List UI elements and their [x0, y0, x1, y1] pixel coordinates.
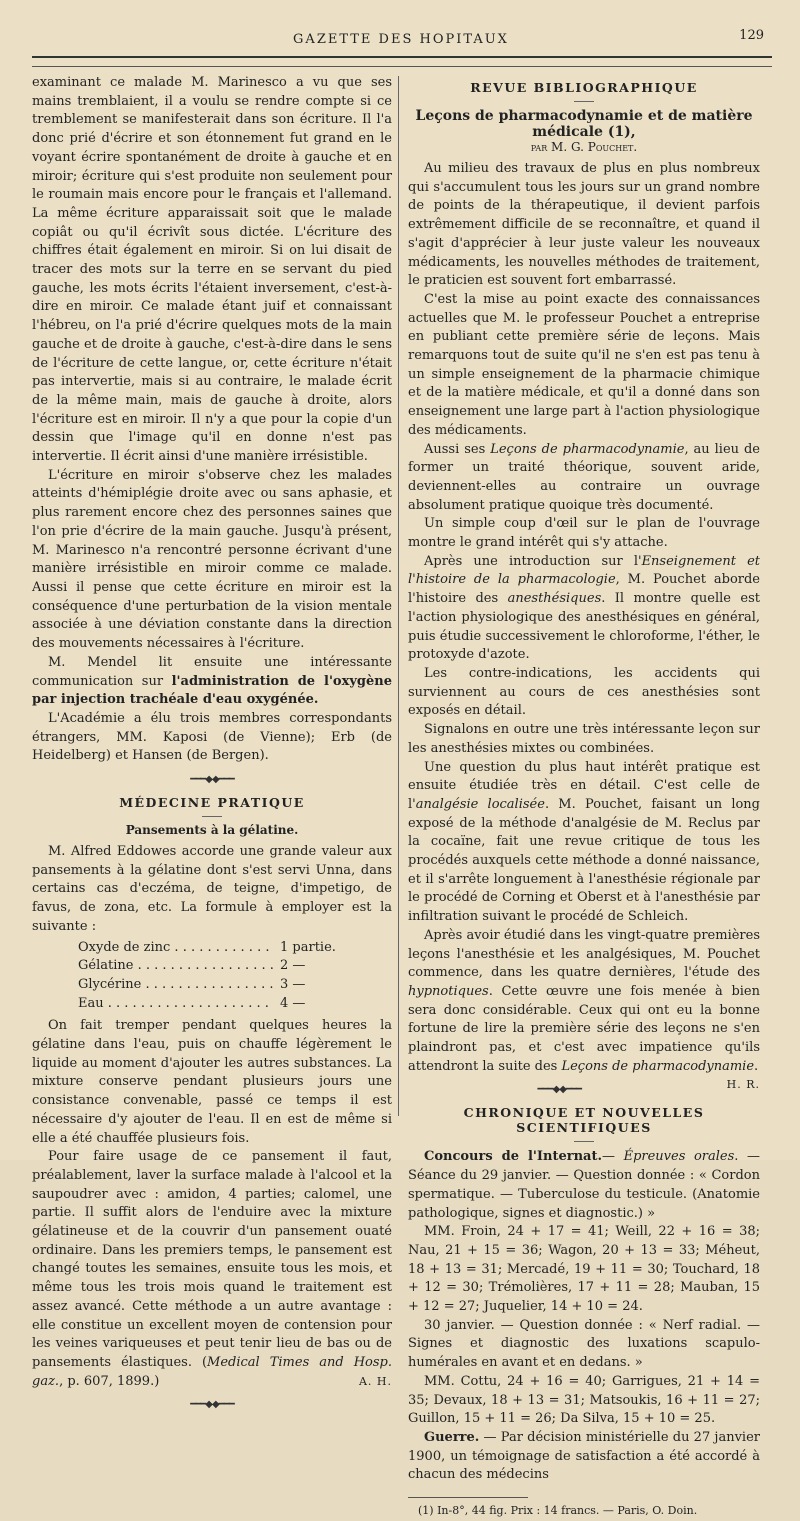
formula-row — [78, 976, 348, 995]
page-number: 129 — [739, 28, 764, 43]
subsection-title: Pansements à la gélatine. — [125, 823, 299, 838]
text: . M. Pouchet, faisant un long exposé de la méthode d'analgésie de M. Reclus par la cocaïne, fait une revue critique de tous les procédés auxquels cette méthode a donné naissance, et il s'arrête longuement à l'anesthésie régionale par le procédé de Corning et Oberst et à l'anesthésie par infiltration suivant le procédé de Schleich. — [408, 796, 760, 925]
formula — [78, 939, 392, 1014]
text: . — Séance du 29 janvier. — Question donnée : « Cordon spermatique. — Tuberculose du testicule. (Anatomie pathologique, signes et diagnostic.) » — [408, 1149, 760, 1221]
citation: Medical Times and Hosp. gaz. — [32, 1355, 393, 1389]
paragraph: Signalons en outre une très intéressante leçon sur les anesthésies mixtes ou combinées. — [408, 722, 760, 756]
ingredient: Oxyde de zinc . . . — [78, 939, 274, 958]
paragraph: C'est la mise au point exacte des connaissances actuelles que M. le professeur Pouchet a entreprise en publiant cette première série de leçons. Mais remarquons tout de suite qu'il ne s'en est pas tenu à un simple enseignement de la pharmacie chimique et de la matière médicale, et qu'il a donné dans son enseignement une large part à l'action physiologique des médicaments. — [408, 291, 760, 438]
footnote-rule — [408, 1497, 528, 1498]
paragraph: Un simple coup d'œil sur le plan de l'ouvrage montre le grand intérêt qui s'y attache. — [408, 516, 760, 551]
text: , au lieu de former un traité théorique, souvent aride, deviennent-elles au contraire un ouvrage absolument pratique quoique très documenté. — [408, 441, 760, 513]
byline: par M. G. Pouchet. — [530, 140, 638, 154]
paragraph — [408, 759, 760, 927]
text: M. Mendel lit ensuite une intéressante communication sur — [32, 654, 392, 689]
text: — Par décision ministérielle du 27 janvier 1900, un témoignage de satisfaction a été accordé à chacun des médecins — [408, 1430, 760, 1483]
paragraph: examinant ce malade M. Marinesco a vu que ses mains tremblaient, il a voulu se rendre compte si ce tremblement se manifesterait dans son écriture. Il l'a donc prié d'écrire et son étonnement fut grand en le voyant écrire spontanément de droite à gauche et en miroir; écriture qui s'est produite non seulement pour le roumain mais encore pour le français et l'allemand. La même écriture apparaissait soit que le malade copiât ou qu'il écrivît sous dictée. L'écriture des chiffres était également en miroir. Si on lui disait de tracer des mots sur la terre en se servant du pied gauche, les mots écrits l'étaient inversement, c'est-à-dire en miroir. Ce malade étant juif et connaissant l'hébreu, on l'a prié d'écrire quelques mots de la main gauche et de droite à gauche, c'est-à-dire dans le sens de l'écriture de cette langue, or, cette écriture n'était pas intervertie, mais si au contraire, le malade écrit de la même main, mais de gauche à droite, alors l'écriture est en miroir. Il n'y a que pour la copie d'un dessin que l'image qu'il en donne n'est pas intervertie. Il écrit ainsi d'une manière irrésistible. — [32, 75, 392, 465]
bold-text: Concours de l'Internat. — [424, 1149, 602, 1165]
paragraph: L'Académie a élu trois membres correspondants étrangers, MM. Kaposi (de Vienne); Erb (de Heidelberg) et Hansen (de Bergen). — [32, 710, 392, 764]
header-rule-thin — [32, 66, 772, 67]
page-header — [30, 28, 772, 50]
text: , M. Pouchet aborde l'histoire des — [408, 572, 760, 607]
text: Pour faire usage de ce pansement il faut, préalablement, laver la surface malade à l'alcool et la saupoudrer avec : amidon, 4 parties; calomel, une partie. Il suffit alors de l'enduire avec la mixture gélatineuse et de la couvrir d'un pansement ouaté ordinaire. Dans les premiers temps, le pansement est changé toutes les semaines, ensuite tous les mois, et même tous les trois mois quand le traitement est assez avancé. Cette méthode a un autre avantage : elle constitue un excellent moyen de contension pour les veines variqueuses et peut tenir lieu de bas ou de pansements élastiques. ( — [32, 1149, 392, 1370]
paragraph: M. Alfred Eddowes accorde une grande valeur aux pansements à la gélatine dont s'est servi Unna, dans certains cas d'eczéma, de teigne, d'impetigo, de favus, de zona, etc. La formule à employer est la suivante : — [32, 844, 392, 934]
paragraph — [32, 654, 392, 710]
quantity: 1 partie. — [274, 939, 348, 958]
short-rule — [574, 101, 594, 102]
text: Aussi ses — [424, 441, 491, 457]
ornament-divider: ━━━◆◆━━━ — [190, 774, 234, 786]
ingredient: Gélatine . . . — [78, 957, 274, 976]
footnote: (1) In-8°, 44 fig. Prix : 14 francs. — Paris, O. Doin. — [418, 1504, 698, 1518]
bold-text: Guerre. — [424, 1430, 480, 1445]
text: — — [601, 1149, 624, 1165]
bold-text: l'administration de l'oxygène par injection trachéale d'eau oxygénée. — [32, 673, 392, 708]
text: , p. 607, 1899.) — [59, 1373, 160, 1389]
author-initials: A. H. — [358, 1374, 392, 1388]
paragraph — [408, 1429, 760, 1485]
ingredient: Eau . . . — [78, 995, 274, 1014]
ornament-divider: ━━━◆◆━━━ — [537, 1084, 582, 1096]
header-rule — [32, 56, 772, 58]
paragraph: 30 janvier. — Question donnée : « Nerf radial. — Signes et diagnostic des luxations scapulo-humérales en avant et en dedans. » — [408, 1317, 760, 1371]
section-title: MÉDECINE PRATIQUE — [119, 795, 305, 811]
right-column — [408, 74, 760, 1521]
paragraph — [408, 553, 760, 665]
italic-text: analgésie localisée — [415, 796, 545, 812]
author-initials: H. R. — [726, 1078, 760, 1092]
paragraph: Au milieu des travaux de plus en plus nombreux qui s'accumulent tous les jours sur un grand nombre de points de la thérapeutique, il devient parfois extrêmement difficile de se reconnaître, et quand il s'agit d'apprécier à leur juste valeur les nouveaux médicaments, les nouvelles méthodes de traitement, le praticien est souvent fort embarrassé. — [408, 161, 760, 289]
paragraph: MM. Cottu, 24 + 16 = 40; Garrigues, 21 + 14 = 35; Devaux, 18 + 13 = 31; Matsoukis, 16 + 11 = 27; Guillon, 15 + 11 = 26; Da Silva, 15 + 10 = 25. — [408, 1373, 760, 1427]
italic-text: Enseignement et l'histoire de la pharmacologie — [408, 553, 760, 588]
text: . — [754, 1058, 759, 1074]
text: . Cette œuvre une fois menée à bien sera donc considérable. Ceux qui ont eu la bonne fortune de lire la première série des leçons ne s'en plaindront pas, et c'est avec impatience qu'ils attendront la suite des — [408, 983, 760, 1074]
paragraph — [408, 927, 760, 1092]
short-rule — [202, 816, 222, 817]
italic-text: hypnotiques — [408, 983, 489, 999]
ingredient: Glycérine . . . — [78, 976, 274, 995]
ornament-divider: ━━━◆◆━━━ — [190, 1399, 234, 1411]
formula-row — [78, 939, 348, 958]
paragraph: L'écriture en miroir s'observe chez les malades atteints d'hémiplégie droite avec ou sans aphasie, et plus rarement encore chez des personnes saines que l'on prie d'écrire de la main gauche. Jusqu'à présent, M. Marinesco n'a rencontré personne écrivant d'une manière irrésistible en miroir comme ce malade. Aussi il pense que cette écriture en miroir est la conséquence d'une perturbation de la vision mentale associée à une déviation constante dans la direction des mouvements nécessaires à l'écriture. — [32, 467, 392, 652]
book-title: Leçons de pharmacodynamie — [490, 441, 685, 457]
column-divider — [398, 76, 399, 1116]
paragraph: Les contre-indications, les accidents qui surviennent au cours de ces anesthésies sont exposés en détail. — [408, 665, 760, 719]
article-title: Leçons de pharmacodynamie et de matière médicale (1), — [415, 108, 753, 140]
text: Après une introduction sur l' — [424, 553, 642, 569]
left-column — [32, 74, 392, 1420]
paragraph: On fait tremper pendant quelques heures la gélatine dans l'eau, puis on chauffe légèrement le liquide au moment d'ajouter les autres substances. La mixture conserve pendant plusieurs jours une consistance convenable, passé ce temps il est nécessaire d'y ajouter de l'eau. Il en est de même si elle a été chauffée plusieurs fois. — [32, 1018, 392, 1146]
section-title: CHRONIQUE ET NOUVELLES SCIENTIFIQUES — [463, 1105, 705, 1136]
formula-row — [78, 995, 348, 1014]
paragraph: MM. Froin, 24 + 17 = 41; Weill, 22 + 16 = 38; Nau, 21 + 15 = 36; Wagon, 20 + 13 = 33; Méheut, 18 + 13 = 31; Mercadé, 19 + 11 = 30; Touchard, 18 + 12 = 30; Trémolières, 17 + 11 = 28; Mauban, 15 + 12 = 27; Juquelier, 14 + 10 = 24. — [408, 1224, 760, 1315]
italic-text: Leçons de pharmacodynamie — [561, 1058, 755, 1074]
quantity: 4 — — [274, 995, 348, 1014]
paragraph — [408, 441, 760, 516]
italic-text: anesthésiques — [507, 591, 602, 607]
short-rule — [574, 1141, 594, 1142]
quantity: 2 — — [274, 957, 348, 976]
running-title: GAZETTE DES HOPITAUX — [293, 32, 509, 47]
section-title: REVUE BIBLIOGRAPHIQUE — [470, 80, 698, 95]
text: Après avoir étudié dans les vingt-quatre premières leçons l'anesthésie et les analgésiques, M. Pouchet commence, dans les quatre dernières, l'étude des — [408, 927, 760, 981]
text: Une question du plus haut intérêt pratique est ensuite étudiée très en détail. C'est celle de l' — [408, 759, 760, 812]
text: . Il montre quelle est l'action physiologique des anesthésiques en général, puis étudie successivement le chloroforme, l'éther, le protoxyde d'azote. — [408, 591, 760, 663]
italic-text: Épreuves orales — [623, 1149, 735, 1165]
quantity: 3 — — [274, 976, 348, 995]
paragraph — [32, 1148, 392, 1391]
formula-row — [78, 957, 348, 976]
